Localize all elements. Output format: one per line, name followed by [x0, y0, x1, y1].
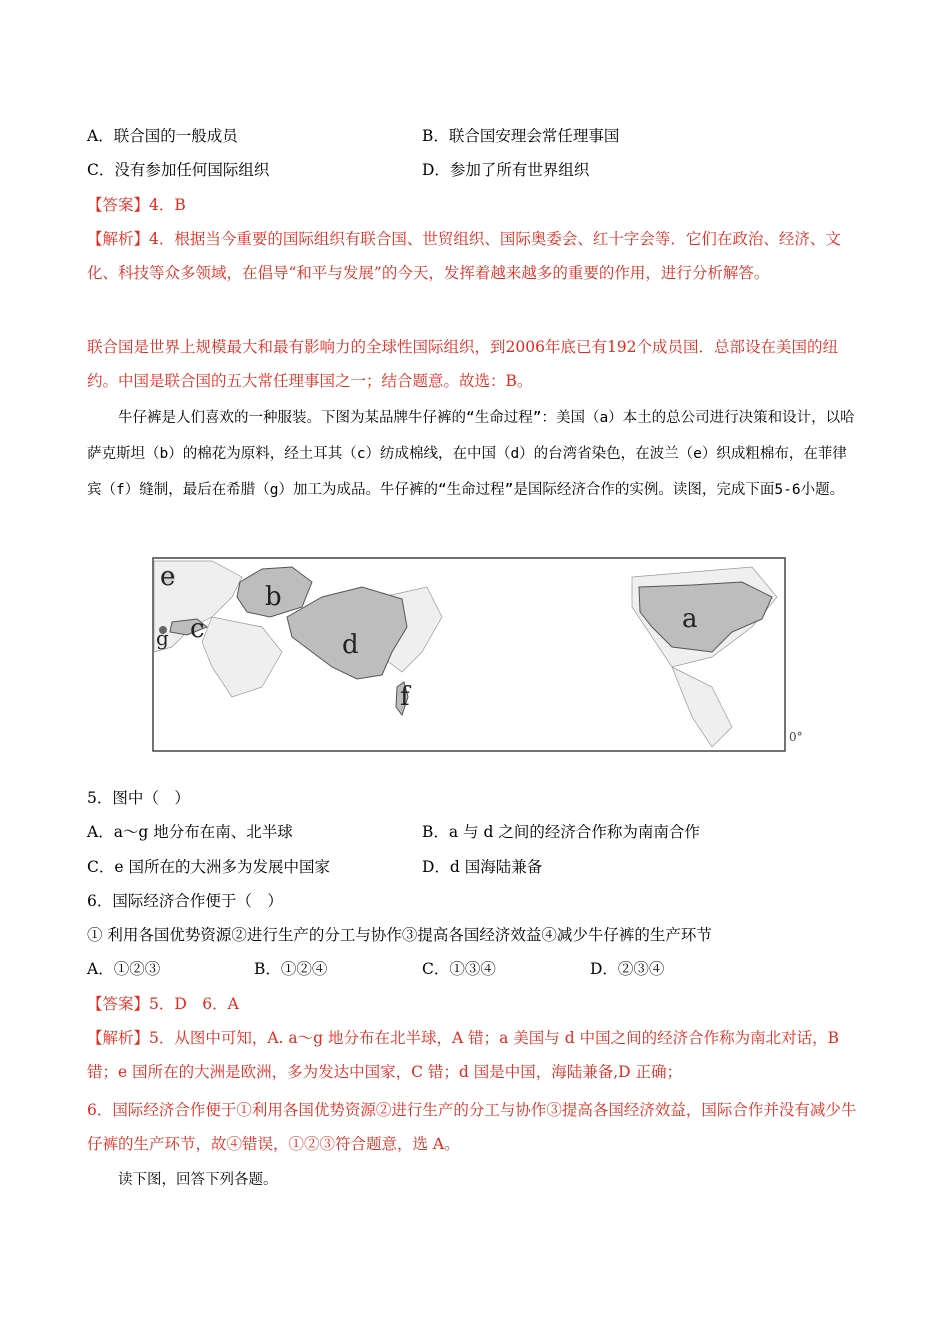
- q6-items: ① 利用各国优势资源②进行生产的分工与协作③提高各国经济效益④减少牛仔裤的生产环节: [87, 926, 712, 944]
- map-label-d: d: [342, 630, 359, 660]
- q6-option-d: D．②③④: [590, 960, 665, 978]
- q4-option-d: D．参加了所有世界组织: [422, 161, 590, 179]
- q6-analysis: 6．国际经济合作便于①利用各国优势资源②进行生产的分工与协作③提高各国经济效益，国际合作并没有减少牛仔裤的生产环节，故④错误，①②③符合题意，选 A。: [87, 1101, 857, 1153]
- map-label-a: a: [682, 604, 698, 634]
- q4-answer: 【答案】4．B: [87, 196, 186, 214]
- q6-option-b: B．①②④: [254, 960, 328, 978]
- q5-stem: 5．图中（ ）: [87, 789, 190, 807]
- world-map-figure: [152, 557, 786, 752]
- q56-answer: 【答案】5．D 6．A: [87, 995, 239, 1013]
- map-label-c: c: [190, 614, 205, 644]
- q4-analysis: 【解析】4．根据当今重要的国际组织有联合国、世贸组织、国际奥委会、红十字会等．它们在政治、经济、文化、科技等众多领域，在倡导“和平与发展”的今天，发挥着越来越多的重要的作用，进行分析解答。: [87, 230, 841, 282]
- q4-option-c: C．没有参加任何国际组织: [87, 161, 270, 179]
- q5-analysis: 【解析】5．从图中可知，A. a～g 地分布在北半球，A 错；a 美国与 d 中国之间的经济合作称为南北对话，B 错；e 国所在的大洲是欧洲，多为发达中国家，C 错；d 国是中国，海陆兼备,D 正确；: [87, 1029, 839, 1081]
- passage-intro: 牛仔裤是人们喜欢的一种服装。下图为某品牌牛仔裤的“生命过程”：美国（a）本土的总公司进行决策和设计，以哈萨克斯坦（b）的棉花为原料，经土耳其（c）纺成棉线，在中国（d）的台湾省染色，在波兰（e）织成粗棉布，在菲律宾（f）缝制，最后在希腊（g）加工为成品。牛仔裤的“生命过程”是国际经济合作的实例。读图，完成下面5-6小题。: [87, 410, 855, 498]
- q5-option-a: A．a～g 地分布在南、北半球: [87, 823, 293, 841]
- q5-option-d: D．d 国海陆兼备: [422, 858, 543, 876]
- q6-option-a: A．①②③: [87, 960, 161, 978]
- map-label-b: b: [265, 582, 282, 612]
- q5-option-c: C．e 国所在的大洲多为发展中国家: [87, 858, 330, 876]
- q4-analysis-detail: 联合国是世界上规模最大和最有影响力的全球性国际组织，到2006年底已有192个成员国．总部设在美国的纽约。中国是联合国的五大常任理事国之一；结合题意。故选：B。: [87, 338, 839, 390]
- map-equator-label: 0°: [789, 730, 803, 744]
- q4-option-a: A．联合国的一般成员: [87, 127, 238, 145]
- q4-option-b: B．联合国安理会常任理事国: [422, 127, 620, 145]
- closing-instruction: 读下图，回答下列各题。: [118, 1172, 278, 1188]
- map-label-f: f: [400, 682, 410, 712]
- q6-option-c: C．①③④: [422, 960, 496, 978]
- map-label-e: e: [160, 562, 176, 592]
- q5-option-b: B．a 与 d 之间的经济合作称为南南合作: [422, 823, 700, 841]
- q6-stem: 6．国际经济合作便于（ ）: [87, 892, 283, 910]
- map-label-g: g: [156, 626, 169, 650]
